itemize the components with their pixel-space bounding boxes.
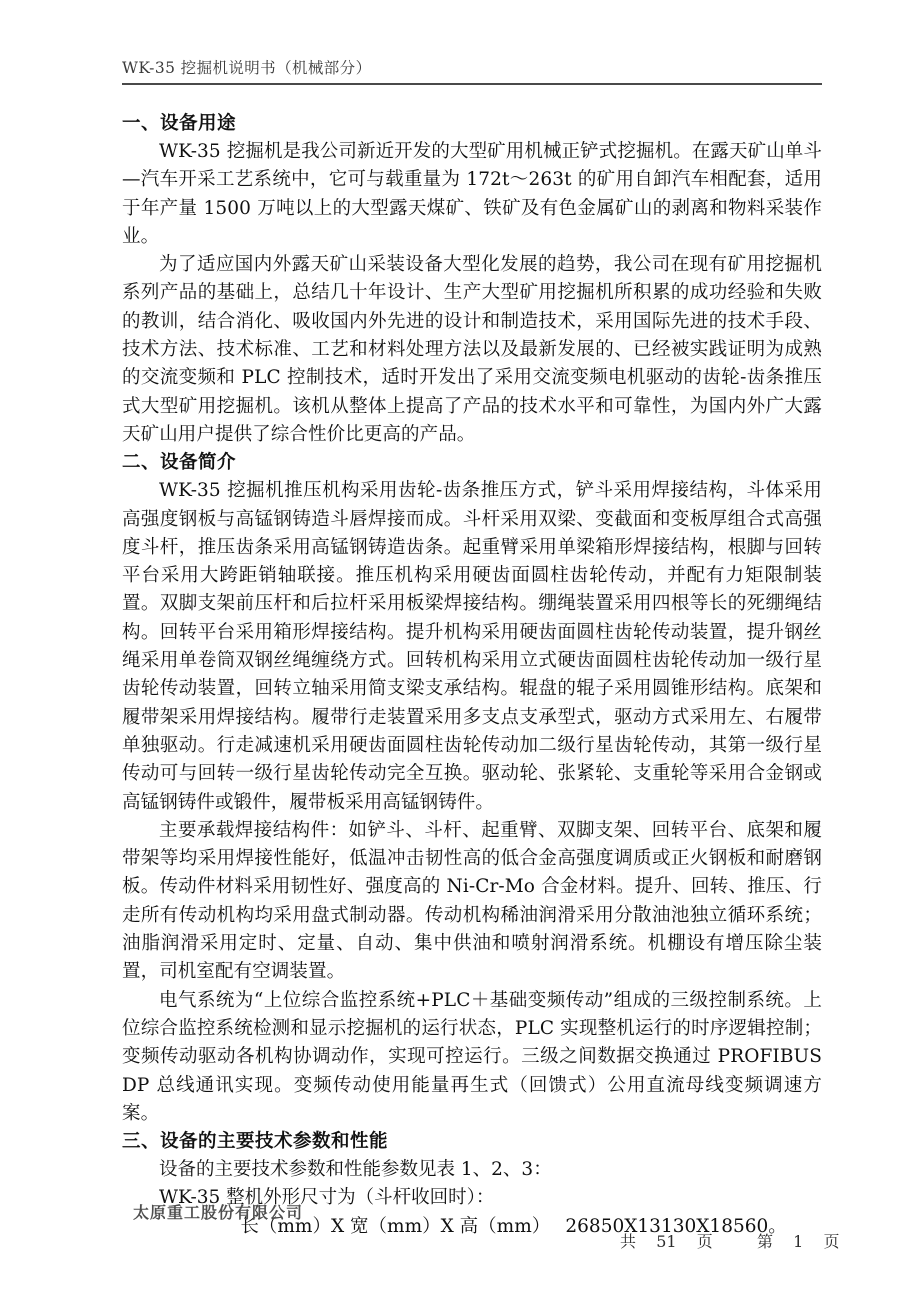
section-two-paragraph-3: 电气系统为“上位综合监控系统+PLC＋基础变频传动”组成的三级控制系统。上位综合监控系统检测和显示挖掘机的运行状态，PLC 实现整机运行的时序逻辑控制；变频传动驱动各机构协调动作，实现可控运行。三级之间数据交换通过 PROFIBUS DP 总线通讯实现。变频传动使用能量再生式（回馈式）公用直流母线变频调速方案。 bbox=[122, 989, 822, 1124]
section-one-paragraph-1: WK-35 挖掘机是我公司新近开发的大型矿用机械正铲式挖掘机。在露天矿山单斗—汽车开采工艺系统中，它可与载重量为 172t～263t 的矿用自卸汽车相配套，适用于年产量 1500 万吨以上的大型露天煤矿、铁矿及有色金属矿山的剥离和物料采装作业。 bbox=[122, 141, 822, 247]
section-three-line-2: WK-35 整机外形尺寸为（斗杆收回时）： bbox=[159, 1187, 495, 1209]
total-pages-count: 51 bbox=[656, 1232, 677, 1251]
total-pages-suffix: 页 bbox=[696, 1232, 713, 1251]
section-one-paragraph-2: 为了适应国内外露天矿山采装设备大型化发展的趋势，我公司在现有矿用挖掘机系列产品的基础上，总结几十年设计、生产大型矿用挖掘机所积累的成功经验和失败的教训，结合消化、吸收国内外先进的设计和制造技术，采用国际先进的技术手段、技术方法、技术标准、工艺和材料处理方法以及最新发展的、已经被实践证明为成熟的交流变频和 PLC 控制技术，适时开发出了采用交流变频电机驱动的齿轮-齿条推压式大型矿用挖掘机。该机从整体上提高了产品的技术水平和可靠性，为国内外广大露天矿山用户提供了综合性价比更高的产品。 bbox=[122, 254, 822, 445]
section-two-paragraph-1: WK-35 挖掘机推压机构采用齿轮-齿条推压方式，铲斗采用焊接结构，斗体采用高强度钢板与高锰钢铸造斗唇焊接而成。斗杆采用双梁、变截面和变板厚组合式高强度斗杆，推压齿条采用高锰钢铸造齿条。起重臂采用单梁箱形焊接结构，根脚与回转平台采用大跨距销轴联接。推压机构采用硬齿面圆柱齿轮传动，并配有力矩限制装置。双脚支架前压杆和后拉杆采用板梁焊接结构。绷绳装置采用四根等长的死绷绳结构。回转平台采用箱形焊接结构。提升机构采用硬齿面圆柱齿轮传动装置，提升钢丝绳采用单卷筒双钢丝绳缠绕方式。回转机构采用立式硬齿面圆柱齿轮传动加一级行星齿轮传动装置，回转立轴采用简支梁支承结构。辊盘的辊子采用圆锥形结构。底架和履带架采用焊接结构。履带行走装置采用多支点支承型式，驱动方式采用左、右履带单独驱动。行走减速机采用硬齿面圆柱齿轮传动加二级行星齿轮传动，其第一级行星传动可与回转一级行星齿轮传动完全互换。驱动轮、张紧轮、支重轮等采用合金钢或高锰钢铸件或锻件，履带板采用高锰钢铸件。 bbox=[122, 480, 822, 813]
section-heading-three: 三、设备的主要技术参数和性能 bbox=[122, 1131, 389, 1153]
section-three-dimensions: 长（mm）X 宽（mm）X 高（mm） 26850X13130X18560。 bbox=[240, 1215, 787, 1237]
page-header bbox=[122, 56, 822, 85]
section-heading-two: 二、设备简介 bbox=[122, 452, 237, 474]
current-page-suffix: 页 bbox=[823, 1232, 840, 1251]
current-page-prefix: 第 bbox=[756, 1232, 773, 1251]
footer-company-name: 太原重工股份有限公司 bbox=[133, 1203, 304, 1222]
section-heading-one: 一、设备用途 bbox=[122, 113, 237, 134]
document-body bbox=[122, 110, 822, 1241]
current-page-number: 1 bbox=[793, 1232, 804, 1251]
section-three-line-1: 设备的主要技术参数和性能参数见表 1、2、3： bbox=[159, 1159, 552, 1181]
footer-page-indicator bbox=[620, 1229, 840, 1252]
header-title: WK-35 挖掘机说明书（机械部分） bbox=[122, 59, 372, 77]
section-two-paragraph-2: 主要承载焊接结构件：如铲斗、斗杆、起重臂、双脚支架、回转平台、底架和履带架等均采用焊接性能好，低温冲击韧性高的低合金高强度调质或正火钢板和耐磨钢板。传动件材料采用韧性好、强度高的 Ni-Cr-Mo 合金材料。提升、回转、推压、行走所有传动机构均采用盘式制动器。传动机构稀油润滑采用分散油池独立循环系统；油脂润滑采用定时、定量、自动、集中供油和喷射润滑系统。机棚设有增压除尘装置，司机室配有空调装置。 bbox=[122, 819, 822, 983]
total-pages-prefix: 共 bbox=[620, 1232, 637, 1251]
header-rule bbox=[122, 83, 822, 85]
